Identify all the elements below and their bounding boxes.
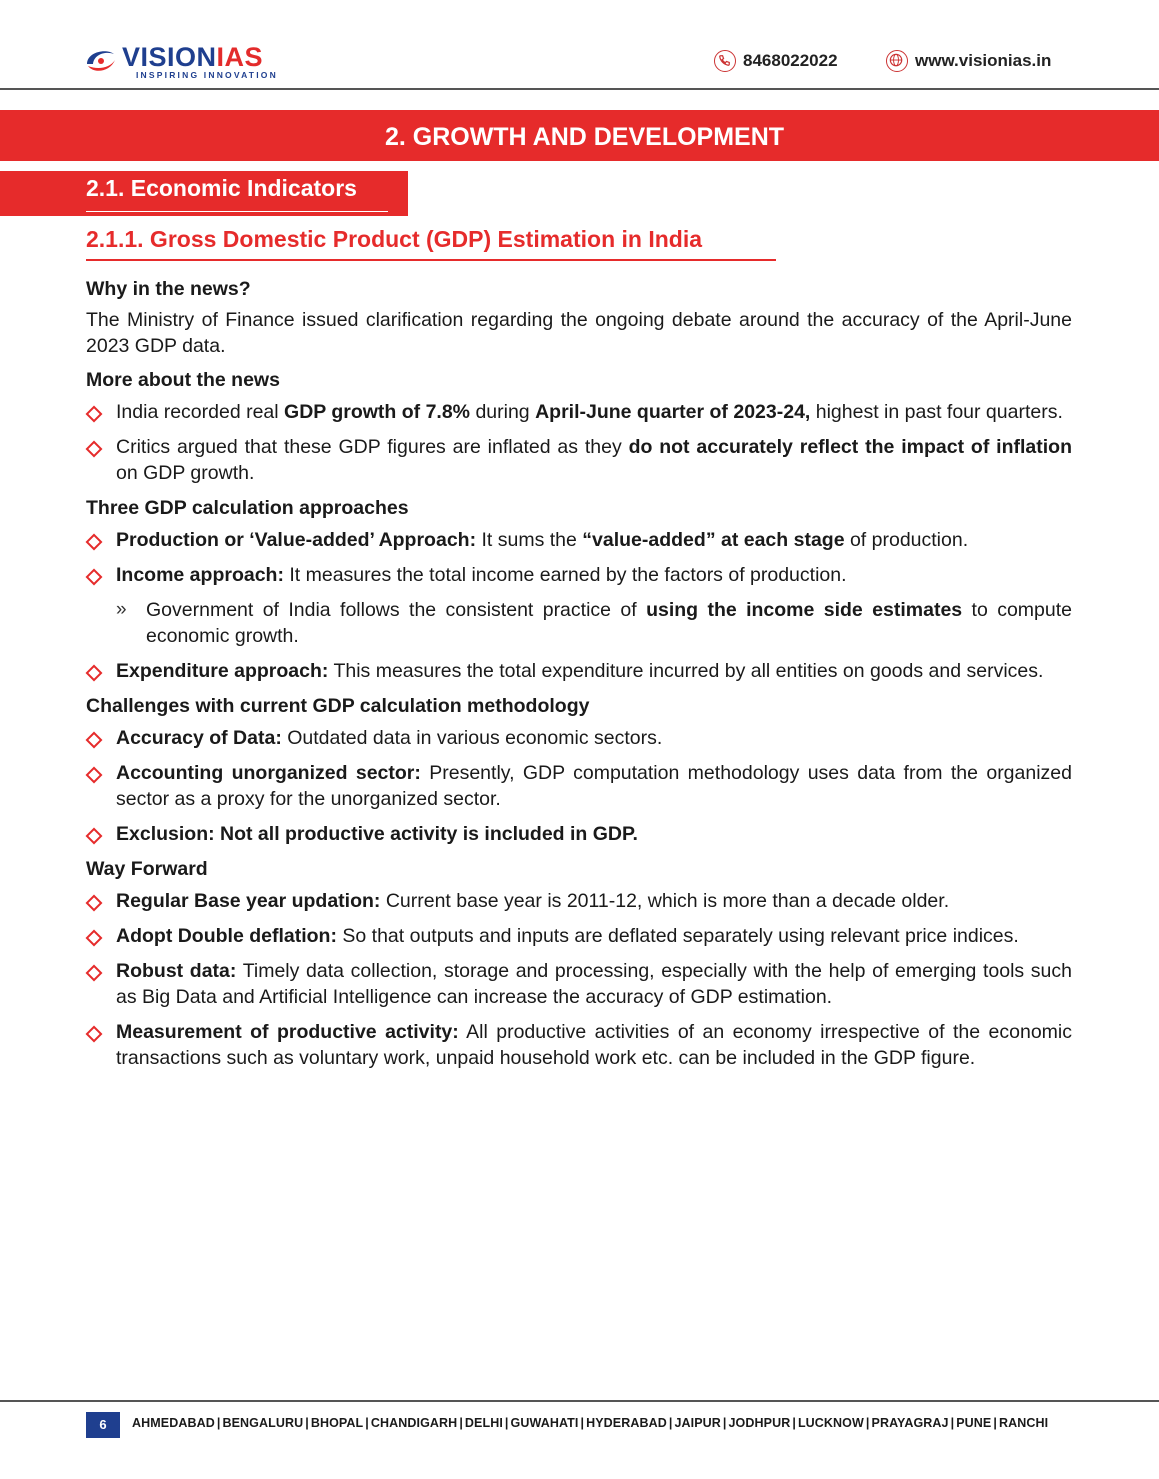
city-name[interactable]: GUWAHATI xyxy=(510,1416,579,1430)
brand-name: VISIONIAS xyxy=(122,42,264,72)
diamond-bullet-icon xyxy=(86,1026,103,1043)
diamond-bullet-icon xyxy=(86,665,103,682)
diamond-bullet-icon xyxy=(86,828,103,845)
diamond-bullet-icon xyxy=(86,534,103,551)
diamond-bullet-icon xyxy=(86,406,103,423)
sub-list-item: » Government of India follows the consistent practice of using the income side estimates to compute economic growth. xyxy=(116,599,1072,647)
city-name[interactable]: DELHI xyxy=(464,1416,503,1430)
diamond-bullet-icon xyxy=(86,569,103,586)
list-item: Regular Base year updation: Current base year is 2011-12, which is more than a decade older. xyxy=(86,888,1072,914)
more-news-list xyxy=(86,399,1072,486)
diamond-bullet-icon xyxy=(86,895,103,912)
double-chevron-icon: » xyxy=(116,599,127,620)
page-footer xyxy=(0,1400,1159,1432)
diamond-bullet-icon xyxy=(86,441,103,458)
city-name[interactable]: HYDERABAD xyxy=(586,1416,667,1430)
city-name[interactable]: JAIPUR xyxy=(674,1416,721,1430)
diamond-bullet-icon xyxy=(86,732,103,749)
city-name[interactable]: JODHPUR xyxy=(728,1416,791,1430)
list-item: Production or ‘Value-added’ Approach: It sums the “value-added” at each stage of production. xyxy=(86,527,1072,553)
city-name[interactable]: AHMEDABAD xyxy=(132,1416,215,1430)
article-body xyxy=(86,276,1072,1080)
chapter-title: 2. GROWTH AND DEVELOPMENT xyxy=(384,123,785,151)
phone-icon xyxy=(714,50,736,72)
diamond-bullet-icon xyxy=(86,930,103,947)
logo-swoosh-icon xyxy=(84,46,118,74)
why-news-heading: Why in the news? xyxy=(86,278,251,300)
way-forward-heading: Way Forward xyxy=(86,858,208,880)
subsection-underline xyxy=(86,259,776,261)
list-item: India recorded real GDP growth of 7.8% during April-June quarter of 2023-24, highest in past four quarters. xyxy=(86,399,1072,425)
list-item: Robust data: Timely data collection, storage and processing, especially with the help of emerging tools such as Big Data and Artificial Intelligence can increase the accuracy of GDP estimation. xyxy=(86,958,1072,1010)
list-item: Income approach: It measures the total income earned by the factors of production. » Government of India follows the consistent practice of using the income side estimates to compute economic growth. xyxy=(86,562,1072,649)
city-name[interactable]: BHOPAL xyxy=(310,1416,364,1430)
city-name[interactable]: PRAYAGRAJ xyxy=(871,1416,949,1430)
challenges-heading: Challenges with current GDP calculation methodology xyxy=(86,695,590,717)
approaches-heading: Three GDP calculation approaches xyxy=(86,497,409,519)
website-url: www.visionias.in xyxy=(915,51,1052,70)
city-list: AHMEDABAD | BENGALURU | BHOPAL | CHANDIGARH | DELHI | GUWAHATI | HYDERABAD | JAIPUR | JODHPUR | LUCKNOW | PRAYAGRAJ | PUNE | RANCHI xyxy=(132,1416,1049,1430)
page-number: 6 xyxy=(86,1412,120,1438)
chapter-banner xyxy=(0,110,1159,161)
city-name[interactable]: LUCKNOW xyxy=(797,1416,864,1430)
approaches-list xyxy=(86,527,1072,684)
globe-icon xyxy=(886,50,908,72)
website-contact[interactable] xyxy=(886,50,1051,72)
brand-tagline: INSPIRING INNOVATION xyxy=(136,70,278,80)
section-underline xyxy=(86,211,388,212)
diamond-bullet-icon xyxy=(86,965,103,982)
list-item: Adopt Double deflation: So that outputs and inputs are deflated separately using relevant price indices. xyxy=(86,923,1072,949)
city-name[interactable]: RANCHI xyxy=(998,1416,1049,1430)
diamond-bullet-icon xyxy=(86,767,103,784)
list-item: Accuracy of Data: Outdated data in various economic sectors. xyxy=(86,725,1072,751)
list-item: Critics argued that these GDP figures are inflated as they do not accurately reflect the impact of inflation on GDP growth. xyxy=(86,434,1072,486)
list-item: Exclusion: Not all productive activity is included in GDP. xyxy=(86,821,1072,847)
city-name[interactable]: PUNE xyxy=(956,1416,992,1430)
phone-contact[interactable] xyxy=(714,50,838,72)
list-item: Accounting unorganized sector: Presently, GDP computation methodology uses data from the organized sector as a proxy for the unorganized sector. xyxy=(86,760,1072,812)
page-header xyxy=(0,0,1159,90)
challenges-list xyxy=(86,725,1072,847)
way-forward-list xyxy=(86,888,1072,1071)
sub-list xyxy=(116,597,1072,649)
subsection-title: 2.1.1. Gross Domestic Product (GDP) Estimation in India xyxy=(86,226,703,252)
why-news-text: The Ministry of Finance issued clarification regarding the ongoing debate around the accuracy of the April-June 2023 GDP data. xyxy=(86,309,1072,357)
more-news-heading: More about the news xyxy=(86,369,280,391)
city-name[interactable]: CHANDIGARH xyxy=(370,1416,458,1430)
subsection-header xyxy=(86,226,776,261)
section-title: 2.1. Economic Indicators xyxy=(86,175,357,201)
list-item: Expenditure approach: This measures the total expenditure incurred by all entities on goods and services. xyxy=(86,658,1072,684)
list-item: Measurement of productive activity: All productive activities of an economy irrespective of the economic transactions such as voluntary work, unpaid household work etc. can be included in the GDP figure. xyxy=(86,1019,1072,1071)
phone-number: 8468022022 xyxy=(743,51,838,70)
city-name[interactable]: BENGALURU xyxy=(222,1416,304,1430)
section-banner xyxy=(0,171,408,216)
